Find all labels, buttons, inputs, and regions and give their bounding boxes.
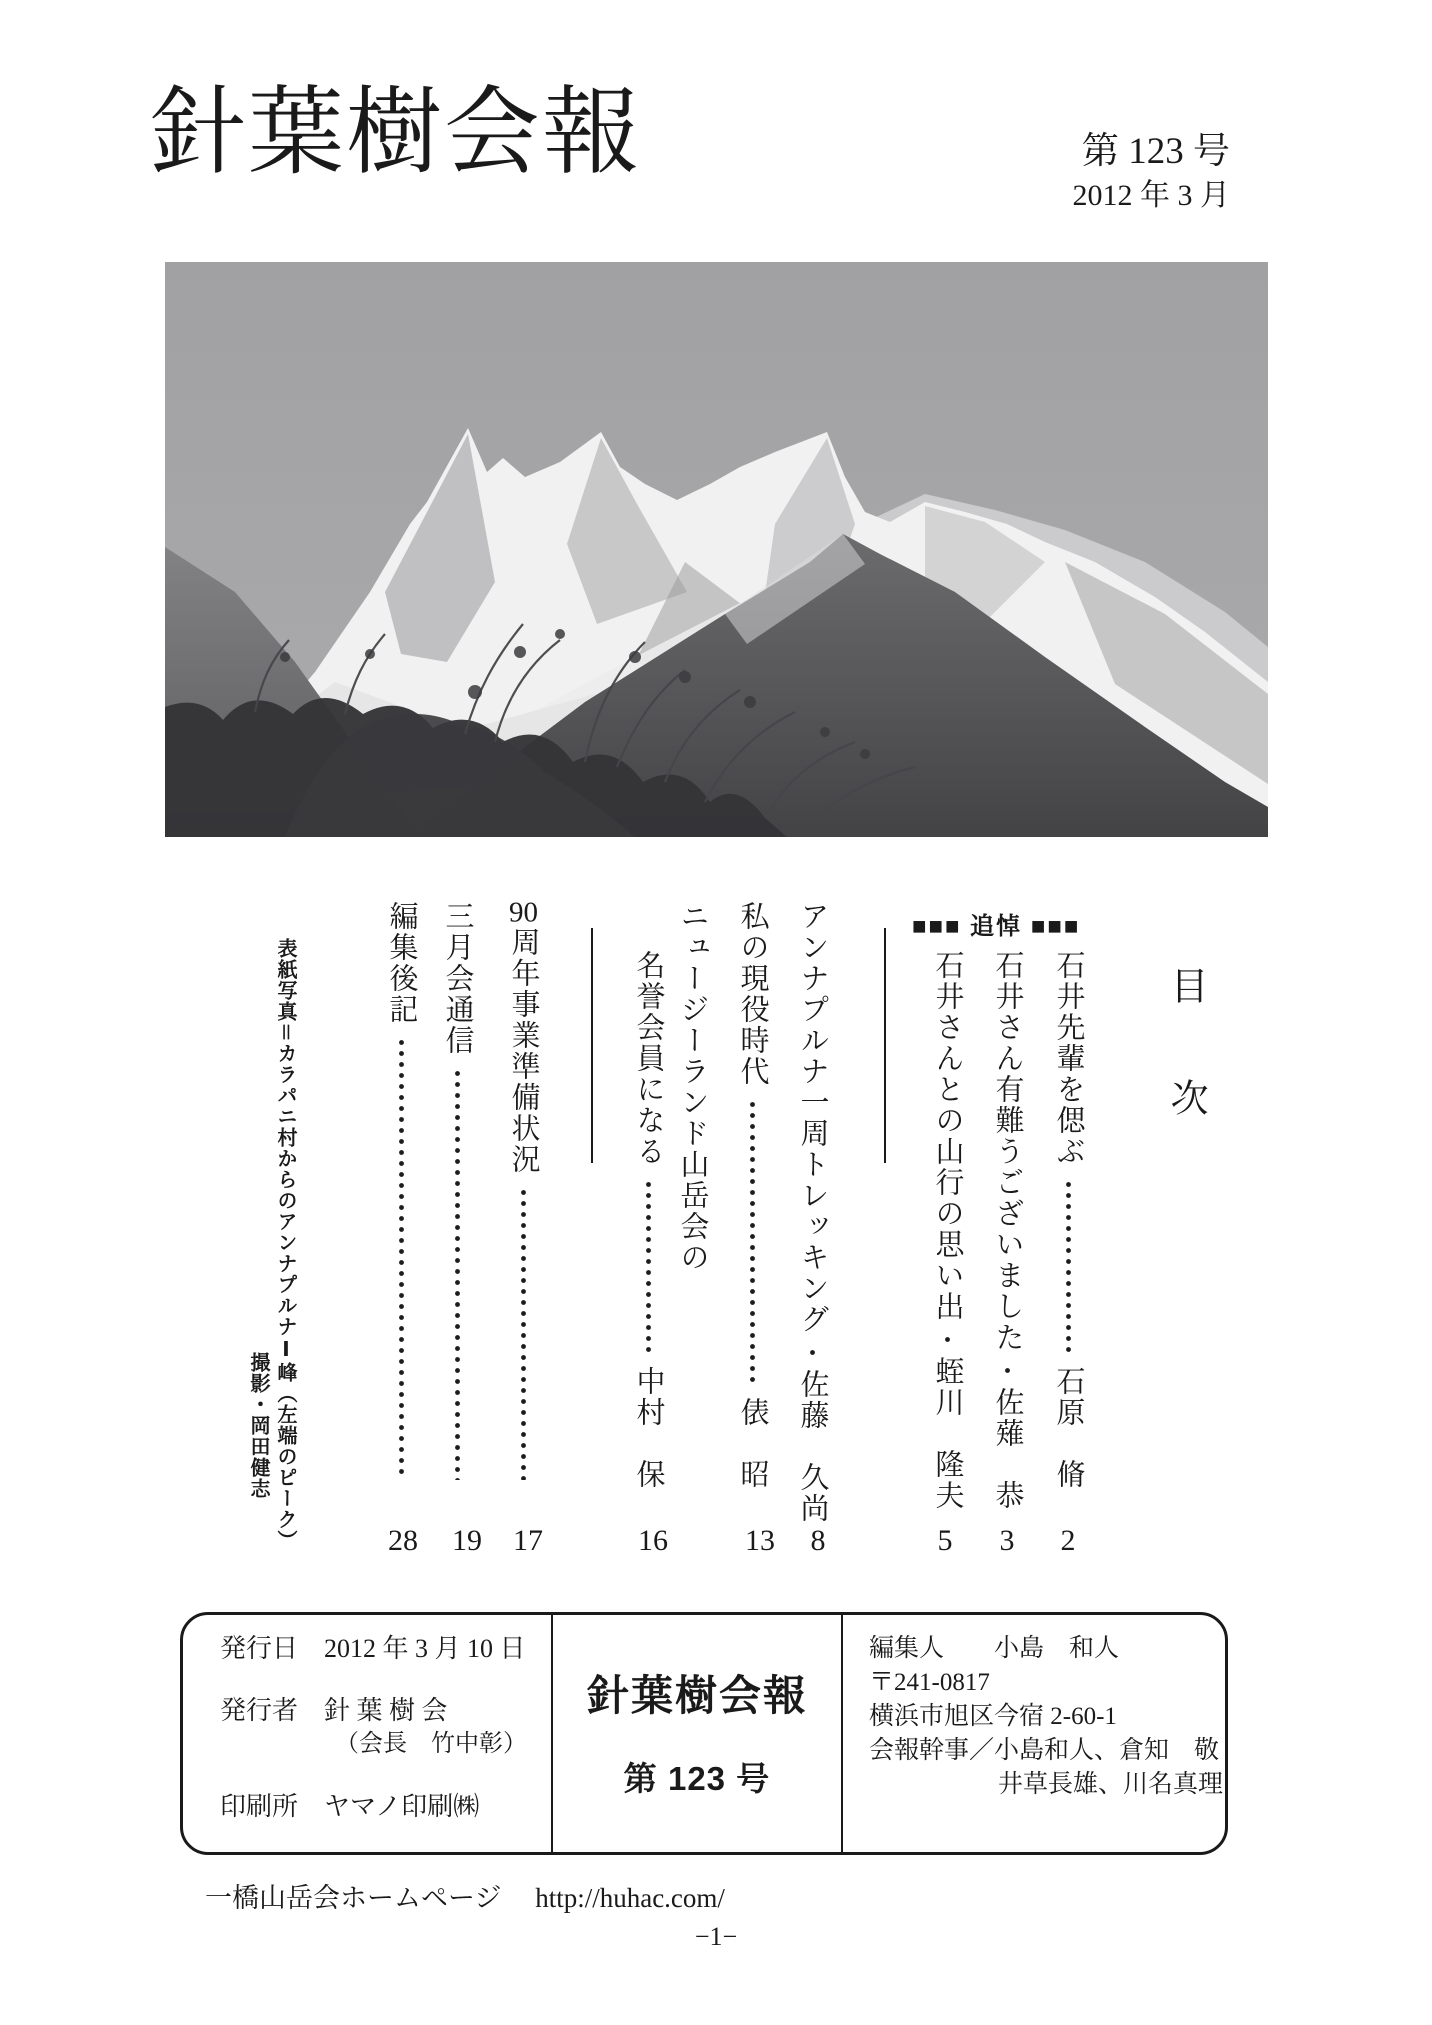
toc-entry-title: 名誉会員になる [632,950,665,1167]
toc-entry-title: 石井先輩を偲ぶ [1052,950,1085,1167]
memorial-section-header: ■■■ 追悼 ■■■ [912,913,1081,940]
dot-leader [399,1037,404,1480]
cover-caption-credit: 撮影・岡田健志 [247,1352,269,1499]
dot-leader [1066,1179,1071,1356]
colophon-divider [841,1615,843,1852]
colophon-staff-line1: 会報幹事／小島和人、倉知 敬 [869,1737,1220,1764]
toc-page-number: 13 [745,1524,775,1557]
toc-entry-author: 蛭川 隆夫 [931,1356,964,1511]
toc-page-number: 19 [452,1524,482,1557]
issue-date-label: 発行日 [220,1634,299,1663]
colophon-postal-code: 〒241-0817 [869,1669,990,1696]
colophon-publisher-note: （会長 竹中彰） [335,1731,527,1757]
page-number: −1− [694,1922,738,1951]
dot-leader [646,1179,651,1356]
homepage-link[interactable]: 一橋山岳会ホームページ http://huhac.com/ [205,1883,725,1913]
toc-page-number: 8 [810,1524,826,1557]
toc-entry-author: 俵 昭 [736,1397,769,1490]
toc-entry-author: 石原 脩 [1052,1366,1085,1490]
toc-page-number: 2 [1060,1524,1076,1557]
colophon-address: 横浜市旭区今宿 2-60-1 [869,1703,1117,1730]
toc-entry-title: アンナプルナ一周トレッキング [796,901,829,1335]
printer-label: 印刷所 [220,1792,299,1821]
issue-number: 第 123 号 [1082,131,1230,172]
publisher-value: 針 葉 樹 会 [324,1696,448,1725]
toc-entry-title [509,898,538,1175]
toc-entry-title-number: 90 [509,898,538,927]
cover-caption: 表紙写真＝カラパニ村からのアンナプルナⅠ峰（左端のピーク） [274,938,296,1551]
toc-entry-annapurna-trekking[interactable] [793,901,831,1524]
toc-page-number: 3 [999,1524,1015,1557]
cover-photo-annapurna [165,262,1268,837]
dot-leader [521,1187,526,1480]
colophon-title: 針葉樹会報 [586,1672,807,1719]
toc-entry-author: 佐藤 久尚 [796,1369,829,1524]
toc-entry-title: 石井さん有難うございました [991,950,1024,1353]
toc-page-number: 17 [513,1524,543,1557]
colophon-staff-line2: 井草長雄、川名真理 [998,1771,1224,1798]
toc-page-number: 28 [388,1524,418,1557]
toc-section-divider [591,928,593,1163]
colophon-issue-date-row [220,1635,526,1664]
colophon-box [180,1612,1228,1855]
toc-entry-author: 佐薙 恭 [991,1387,1024,1511]
dot-leader [810,1347,815,1359]
issue-date: 2012 年 3 月 [1072,179,1230,213]
toc-entry-author: 中村 保 [632,1366,665,1490]
publisher-label: 発行者 [220,1696,299,1725]
toc-entry-thank-you-ishii[interactable] [988,950,1026,1511]
toc-entry-remembering-ishii[interactable] [1049,950,1087,1490]
toc-page-number: 5 [937,1524,953,1557]
toc-entry-editors-note[interactable] [382,901,420,1490]
colophon-publisher-row [220,1697,448,1726]
toc-entry-title-text: 周年事業準備状況 [507,927,540,1175]
dot-leader [455,1068,460,1480]
toc-entry-nz-alpine-club-line2[interactable] [629,950,667,1490]
toc-entry-title: 私の現役時代 [736,901,769,1087]
issue-date-value: 2012 年 3 月 10 日 [324,1634,526,1663]
toc-section-divider [884,928,886,1163]
toc-entry-memories-with-ishii[interactable] [928,950,966,1511]
colophon-issue: 第 123 号 [623,1760,771,1797]
toc-entry-my-active-days[interactable] [733,901,771,1490]
toc-entry-title: 三月会通信 [441,901,474,1056]
colophon-editor: 編集人 小島 和人 [869,1635,1120,1662]
printer-value: ヤマノ印刷㈱ [324,1792,480,1821]
toc-entry-nz-alpine-club-line1[interactable] [673,901,711,1490]
colophon-printer-row [220,1793,479,1822]
dot-leader [750,1099,755,1387]
colophon-divider [551,1615,553,1852]
toc-entry-title: 石井さんとの山行の思い出 [931,950,964,1322]
toc-entry-title: 編集後記 [385,901,418,1025]
toc-entry-title: ニュージーランド山岳会の [676,901,709,1273]
dot-leader [1005,1365,1010,1377]
newsletter-title: 針葉樹会報 [150,79,640,186]
toc-entry-march-club-news[interactable] [438,901,476,1490]
issue-block [1073,128,1231,215]
toc-heading: 目 次 [1164,966,1206,1134]
toc-entry-90th-anniversary[interactable] [504,898,542,1490]
dot-leader [945,1334,950,1346]
toc-page-number: 16 [638,1524,668,1557]
